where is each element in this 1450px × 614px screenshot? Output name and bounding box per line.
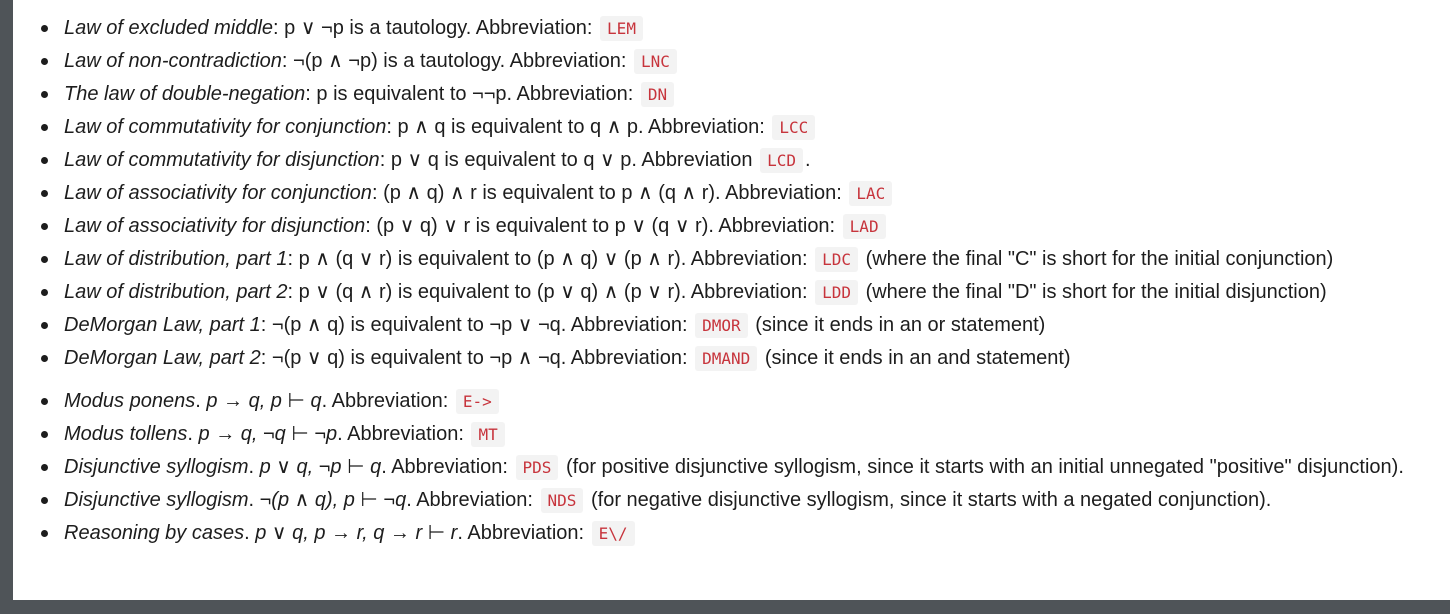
list-item: DeMorgan Law, part 1: ¬(p ∧ q) is equivalent to ¬p ∨ ¬q. Abbreviation: DMOR (since it ends in an or statement) (41, 309, 1441, 342)
rule-note: (for negative disjunctive syllogism, since it starts with a negated conjunction). (590, 489, 1272, 511)
rule-name: Disjunctive syllogism (64, 489, 249, 511)
list-item: Law of non-contradiction: ¬(p ∧ ¬p) is a tautology. Abbreviation: LNC (41, 45, 1441, 78)
list-item: Law of distribution, part 1: p ∧ (q ∨ r) is equivalent to (p ∧ q) ∨ (p ∧ r). Abbreviation: LDC (where the final "C" is short for the initial conjunction) (41, 243, 1441, 276)
abbreviation-code: NDS (541, 488, 584, 513)
abbreviation-code: LDD (815, 280, 858, 305)
abbreviation-code: LDC (815, 247, 858, 272)
abbreviation-code: DMOR (695, 313, 748, 338)
rule-label: Abbreviation: (467, 522, 590, 544)
abbreviation-code: LAD (843, 214, 886, 239)
rule-formula: ¬(p ∧ q), p ⊢ ¬q (259, 489, 407, 511)
list-item: The law of double-negation: p is equivalent to ¬¬p. Abbreviation: DN (41, 78, 1441, 111)
law-note: . (805, 149, 811, 171)
law-note: (since it ends in an or statement) (755, 314, 1046, 336)
law-note: (where the final "C" is short for the initial conjunction) (865, 248, 1334, 270)
law-statement: ¬(p ∧ q) is equivalent to ¬p ∨ ¬q. Abbreviation: (271, 314, 694, 336)
abbreviation-code: LCD (760, 148, 803, 173)
rule-formula: p ∨ q, ¬p ⊢ q (259, 456, 382, 478)
list-item: Law of distribution, part 2: p ∨ (q ∧ r) is equivalent to (p ∨ q) ∧ (p ∨ r). Abbreviation: LDD (where the final "D" is short for the initial disjunction) (41, 276, 1441, 309)
rule-formula: p → q, ¬q ⊢ ¬p (198, 423, 338, 445)
abbreviation-code: LCC (772, 115, 815, 140)
abbreviation-code: E-> (456, 389, 499, 414)
law-name: Law of commutativity for disjunction (64, 149, 380, 171)
list-item: Reasoning by cases. p ∨ q, p → r, q → r ⊢ r. Abbreviation: E\/ (41, 517, 1441, 550)
law-note: (where the final "D" is short for the initial disjunction) (865, 281, 1327, 303)
rule-label: Abbreviation: (391, 456, 514, 478)
law-statement: p is equivalent to ¬¬p. Abbreviation: (316, 83, 639, 105)
list-item: Disjunctive syllogism. p ∨ q, ¬p ⊢ q. Abbreviation: PDS (for positive disjunctive syllogism, since it starts with an initial unnegated "positive" disjunction). (41, 451, 1441, 484)
abbreviation-code: MT (471, 422, 504, 447)
law-statement: p ∧ (q ∨ r) is equivalent to (p ∧ q) ∨ (p ∧ r). Abbreviation: (298, 248, 814, 270)
law-note: (since it ends in an and statement) (764, 347, 1071, 369)
abbreviation-code: LAC (849, 181, 892, 206)
law-name: Law of excluded middle (64, 17, 274, 39)
inference-rules-list (41, 385, 1441, 550)
rule-name: Modus tollens (64, 423, 188, 445)
law-name: Law of distribution, part 2 (64, 281, 288, 303)
rule-label: Abbreviation: (416, 489, 539, 511)
rule-label: Abbreviation: (347, 423, 470, 445)
law-name: DeMorgan Law, part 2 (64, 347, 261, 369)
law-statement: (p ∧ q) ∧ r is equivalent to p ∧ (q ∧ r). Abbreviation: (383, 182, 848, 204)
law-name: DeMorgan Law, part 1 (64, 314, 261, 336)
list-item: DeMorgan Law, part 2: ¬(p ∨ q) is equivalent to ¬p ∧ ¬q. Abbreviation: DMAND (since it ends in an and statement) (41, 342, 1441, 375)
equivalence-laws-list (41, 12, 1441, 375)
law-statement: ¬(p ∧ ¬p) is a tautology. Abbreviation: (293, 50, 632, 72)
abbreviation-code: LNC (634, 49, 677, 74)
abbreviation-code: E\/ (592, 521, 635, 546)
law-name: The law of double-negation (64, 83, 306, 105)
rule-name: Reasoning by cases (64, 522, 245, 544)
law-statement: ¬(p ∨ q) is equivalent to ¬p ∧ ¬q. Abbreviation: (271, 347, 694, 369)
law-statement: p ∧ q is equivalent to q ∧ p. Abbreviation: (397, 116, 771, 138)
law-name: Law of non-contradiction (64, 50, 282, 72)
abbreviation-code: DMAND (695, 346, 757, 371)
list-item: Modus ponens. p → q, p ⊢ q. Abbreviation: E-> (41, 385, 1441, 418)
rule-name: Modus ponens (64, 390, 196, 412)
rule-label: Abbreviation: (331, 390, 454, 412)
abbreviation-code: PDS (516, 455, 559, 480)
list-item: Law of commutativity for disjunction: p ∨ q is equivalent to q ∨ p. Abbreviation LCD . (41, 144, 1441, 177)
abbreviation-code: LEM (600, 16, 643, 41)
law-statement: p ∨ q is equivalent to q ∨ p. Abbreviation (390, 149, 759, 171)
law-name: Law of associativity for disjunction (64, 215, 366, 237)
list-item: Disjunctive syllogism. ¬(p ∧ q), p ⊢ ¬q. Abbreviation: NDS (for negative disjunctive syllogism, since it starts with a negated conjunction). (41, 484, 1441, 517)
list-item: Law of commutativity for conjunction: p ∧ q is equivalent to q ∧ p. Abbreviation: LCC (41, 111, 1441, 144)
list-item: Law of associativity for disjunction: (p ∨ q) ∨ r is equivalent to p ∨ (q ∨ r). Abbreviation: LAD (41, 210, 1441, 243)
list-item: Law of excluded middle: p ∨ ¬p is a tautology. Abbreviation: LEM (41, 12, 1441, 45)
content-panel (13, 0, 1450, 600)
list-item: Law of associativity for conjunction: (p ∧ q) ∧ r is equivalent to p ∧ (q ∧ r). Abbreviation: LAC (41, 177, 1441, 210)
rule-formula: p ∨ q, p → r, q → r ⊢ r (255, 522, 458, 544)
law-name: Law of associativity for conjunction (64, 182, 372, 204)
rule-note: (for positive disjunctive syllogism, since it starts with an initial unnegated "positive" disjunction). (565, 456, 1404, 478)
law-statement: p ∨ (q ∧ r) is equivalent to (p ∨ q) ∧ (p ∨ r). Abbreviation: (298, 281, 814, 303)
law-statement: p ∨ ¬p is a tautology. Abbreviation: (284, 17, 599, 39)
rule-name: Disjunctive syllogism (64, 456, 249, 478)
abbreviation-code: DN (641, 82, 674, 107)
rule-formula: p → q, p ⊢ q (206, 390, 322, 412)
law-name: Law of commutativity for conjunction (64, 116, 387, 138)
list-item: Modus tollens. p → q, ¬q ⊢ ¬p. Abbreviation: MT (41, 418, 1441, 451)
law-statement: (p ∨ q) ∨ r is equivalent to p ∨ (q ∨ r). Abbreviation: (376, 215, 841, 237)
law-name: Law of distribution, part 1 (64, 248, 288, 270)
